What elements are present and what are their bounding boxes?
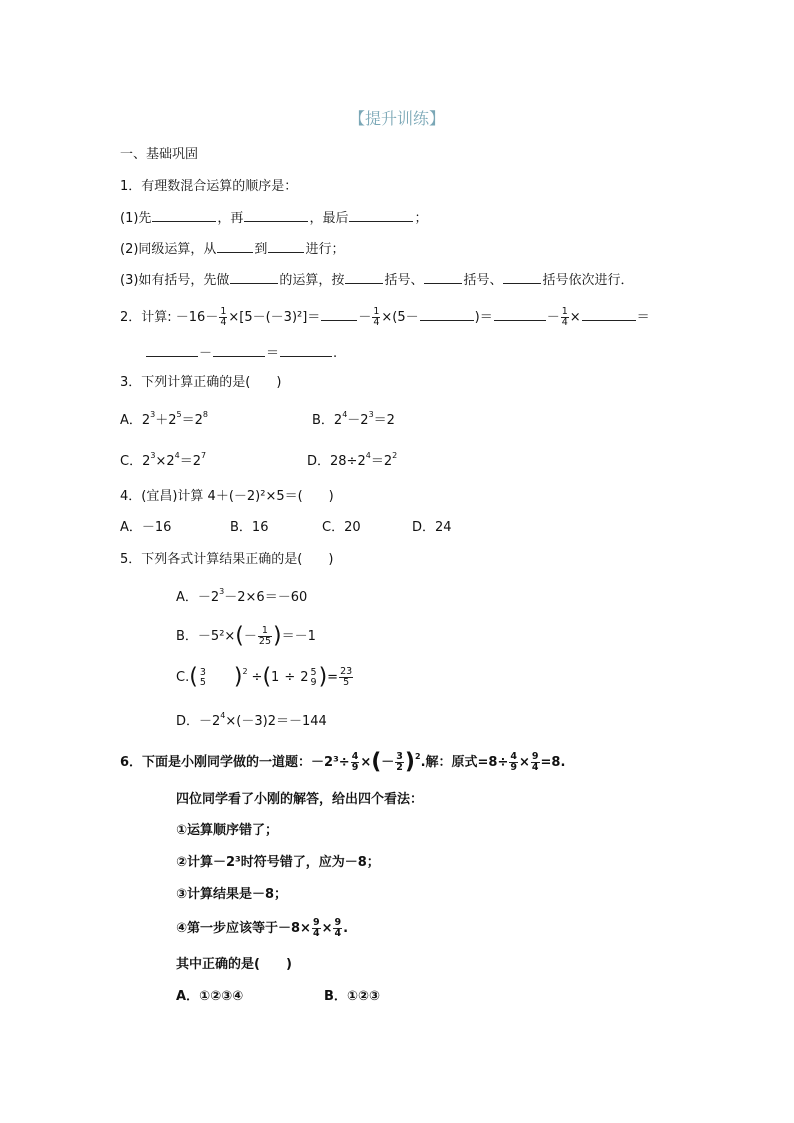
q6-times2: ×: [518, 755, 530, 770]
q3-a-m2: ＝2: [181, 413, 203, 428]
answer-blank[interactable]: [345, 269, 383, 284]
paren: (: [371, 749, 382, 775]
q3-b-m2: ＝2: [373, 413, 395, 428]
q3-option-b[interactable]: [312, 411, 395, 431]
frac-den: 4: [334, 928, 342, 939]
q6-minus: －: [381, 755, 395, 770]
q3-c-m1: ×2: [155, 454, 175, 469]
q2-h: ＝: [636, 310, 650, 325]
q1-l2-p2: 到: [254, 242, 268, 257]
frac-num: 23: [340, 666, 353, 677]
q2-line2: [145, 342, 337, 364]
q1-line2: [120, 238, 344, 260]
q6-times: ×: [360, 755, 372, 770]
frac-den: 25: [258, 636, 271, 647]
q6-stem-a: 6．下面是小刚同学做的一道题：－2³÷: [120, 755, 350, 770]
q1-l3-p3: 括号、: [384, 273, 424, 288]
answer-blank[interactable]: [268, 238, 304, 253]
q3-a-m1: ＋2: [155, 413, 177, 428]
q4-option-b[interactable]: B．16: [230, 520, 269, 535]
frac-den: 9: [351, 762, 359, 773]
q6-stem-c: =8.: [540, 755, 566, 770]
q2-f: －: [546, 310, 560, 325]
q5-option-b[interactable]: [176, 623, 316, 649]
frac-num: 9: [312, 917, 320, 928]
frac-den: 4: [220, 317, 227, 328]
answer-blank[interactable]: [152, 207, 216, 222]
q1-line1: [120, 207, 427, 229]
frac-num: 1: [220, 306, 227, 317]
answer-blank[interactable]: [280, 342, 332, 357]
q6-v4-times: ×: [321, 921, 333, 936]
answer-blank[interactable]: [494, 306, 546, 321]
q1-l3-p2: 的运算，按: [279, 273, 345, 288]
q6-v4-a: ④第一步应该等于－8×: [176, 921, 311, 936]
frac-num: 3: [199, 666, 206, 678]
exponent: 2: [414, 752, 421, 761]
q1-line3: [120, 269, 633, 291]
frac-num: 9: [334, 917, 342, 928]
exponent: 3: [150, 451, 156, 460]
exponent: 3: [150, 410, 156, 419]
answer-blank[interactable]: [321, 306, 357, 321]
paren: ): [318, 664, 328, 690]
q4-stem: 4．(宜昌)计算 4＋(－2)²×5＝( ): [120, 489, 334, 504]
exponent: 2: [392, 451, 398, 460]
exponent: 4: [174, 451, 180, 460]
frac-den: 9: [310, 676, 317, 688]
q5-a-post: －2×6＝－60: [224, 590, 308, 605]
q6-ask: 其中正确的是( ): [176, 957, 292, 972]
q1-l3-p5: 括号依次进行．: [542, 273, 634, 288]
frac-num: 9: [531, 751, 539, 762]
paren: (: [189, 664, 198, 690]
frac-den: 4: [561, 317, 568, 328]
q2-eq: ＝: [266, 346, 280, 361]
q3-a-pre: A．2: [120, 413, 151, 428]
q2-e: )＝: [474, 310, 493, 325]
paren: ): [273, 623, 282, 649]
answer-blank[interactable]: [230, 269, 278, 284]
q1-l1-p3: ，最后: [309, 211, 349, 226]
q1-l3-p1: (3)如有括号，先做: [120, 273, 230, 288]
exponent: 4: [220, 711, 226, 720]
q3-option-a[interactable]: [120, 411, 208, 431]
q6-view-1: ①运算顺序错了；: [176, 823, 279, 838]
q4-option-d[interactable]: D．24: [412, 520, 452, 535]
frac-num: 1: [258, 626, 272, 637]
fraction: [312, 918, 321, 939]
q5-d-pre: D．－2: [176, 714, 221, 729]
answer-blank[interactable]: [349, 207, 413, 222]
q5-b-minus: －: [243, 629, 257, 644]
q5-option-c[interactable]: [176, 664, 354, 690]
exponent: 2: [242, 667, 248, 676]
paren: ): [233, 664, 243, 690]
q6-view-4: [176, 918, 348, 939]
fraction: [258, 626, 272, 647]
fraction: [351, 752, 360, 773]
q2-d: ×(5－: [381, 310, 419, 325]
q4-option-a[interactable]: A．－16: [120, 520, 172, 535]
exponent: 5: [176, 410, 182, 419]
frac-num: 5: [310, 666, 317, 678]
frac-den: 4: [531, 762, 539, 773]
q2-a: 2．计算: －16－: [120, 310, 219, 325]
q2-minus: －: [199, 346, 213, 361]
q2-g: ×: [569, 310, 581, 325]
q5-c-one: 1: [271, 670, 280, 685]
q5-a-pre: A．－2: [176, 590, 220, 605]
answer-blank[interactable]: [213, 342, 265, 357]
frac-num: 4: [510, 751, 517, 762]
q6-intro: 四位同学看了小刚的解答，给出四个看法：: [176, 792, 424, 807]
answer-blank[interactable]: [582, 306, 636, 321]
q6-view-2: ②计算－2³时符号错了，应为－8；: [176, 855, 380, 870]
exponent: 7: [201, 451, 207, 460]
fraction: [199, 668, 207, 688]
q2-dot: .: [333, 346, 338, 361]
exponent: 4: [342, 410, 348, 419]
q1-l2-p3: 进行；: [305, 242, 345, 257]
fraction: [339, 667, 353, 688]
frac-den: 2: [396, 762, 403, 773]
q5-stem: 5．下列各式计算结果正确的是( ): [120, 552, 334, 567]
frac-num: 1: [373, 306, 380, 317]
paren: (: [262, 664, 272, 690]
answer-blank[interactable]: [503, 269, 541, 284]
exponent: 3: [219, 587, 225, 596]
fraction: [509, 752, 518, 773]
fraction: [561, 307, 569, 328]
q5-option-a[interactable]: [176, 588, 307, 608]
frac-num: 3: [396, 751, 403, 762]
answer-blank[interactable]: [420, 306, 474, 321]
q5-c-pre: C.: [176, 670, 190, 685]
q2-line1: [120, 306, 650, 328]
frac-den: 9: [510, 762, 517, 773]
q1-l2-p1: (2)同级运算，从: [120, 242, 217, 257]
q6-option-a[interactable]: A．①②③④: [176, 989, 244, 1004]
exponent: 3: [368, 410, 374, 419]
q1-l3-p4: 括号、: [463, 273, 503, 288]
frac-den: 5: [199, 676, 206, 688]
q3-option-d[interactable]: [307, 452, 397, 472]
q2-b: ×[5－(－3)²]＝: [228, 310, 321, 325]
q5-option-d[interactable]: [176, 712, 327, 732]
page-title: 【提升训练】: [348, 109, 445, 128]
fraction: [333, 918, 342, 939]
q3-c-m2: ＝2: [179, 454, 201, 469]
q5-c-eq: =: [327, 670, 339, 685]
q4-option-c[interactable]: C．20: [322, 520, 361, 535]
q5-b-post: ＝－1: [281, 629, 316, 644]
fraction: [395, 752, 404, 773]
fraction: [372, 307, 380, 328]
exponent: 8: [202, 410, 209, 419]
frac-num: 4: [351, 751, 359, 762]
q3-c-pre: C．2: [120, 454, 151, 469]
q5-c-div: ÷: [251, 670, 263, 685]
q3-option-c[interactable]: [120, 452, 206, 472]
answer-blank[interactable]: [217, 238, 253, 253]
frac-num: 1: [561, 306, 568, 317]
answer-blank[interactable]: [424, 269, 462, 284]
fraction: [531, 752, 540, 773]
section-heading: 一、基础巩固: [120, 147, 199, 162]
paren: ): [404, 749, 415, 775]
frac-den: 4: [312, 928, 320, 939]
exponent: 4: [365, 451, 371, 460]
q5-c-div2: ÷: [284, 670, 296, 685]
q3-b-m1: －2: [347, 413, 369, 428]
paren: (: [235, 623, 244, 649]
q1-stem: 1．有理数混合运算的顺序是：: [120, 179, 298, 194]
q6-view-3: ③计算结果是－8；: [176, 887, 288, 902]
answer-blank[interactable]: [244, 207, 308, 222]
q3-b-pre: B．2: [312, 413, 343, 428]
q2-c: －: [358, 310, 372, 325]
q3-d-pre: D．28÷2: [307, 454, 366, 469]
q3-stem: 3．下列计算正确的是( ): [120, 375, 282, 390]
fraction: [219, 307, 227, 328]
q1-l1-p1: (1)先: [120, 211, 152, 226]
q5-c-two: 2: [300, 670, 309, 685]
q3-d-m1: ＝2: [370, 454, 393, 469]
answer-blank[interactable]: [146, 342, 198, 357]
q6-v4-end: .: [343, 921, 349, 936]
q6-option-b[interactable]: B．①②③: [324, 989, 380, 1004]
q5-b-pre: B．－5²×: [176, 629, 236, 644]
q6-stem-b: .解：原式=8÷: [420, 755, 509, 770]
q1-l1-p2: ，再: [217, 211, 244, 226]
q1-l1-p4: ；: [414, 211, 428, 226]
q5-d-post: ×(－3)2＝－144: [225, 714, 327, 729]
frac-den: 5: [343, 677, 350, 688]
q6-stem: [120, 749, 566, 775]
fraction: [310, 668, 318, 688]
frac-den: 4: [373, 317, 380, 328]
